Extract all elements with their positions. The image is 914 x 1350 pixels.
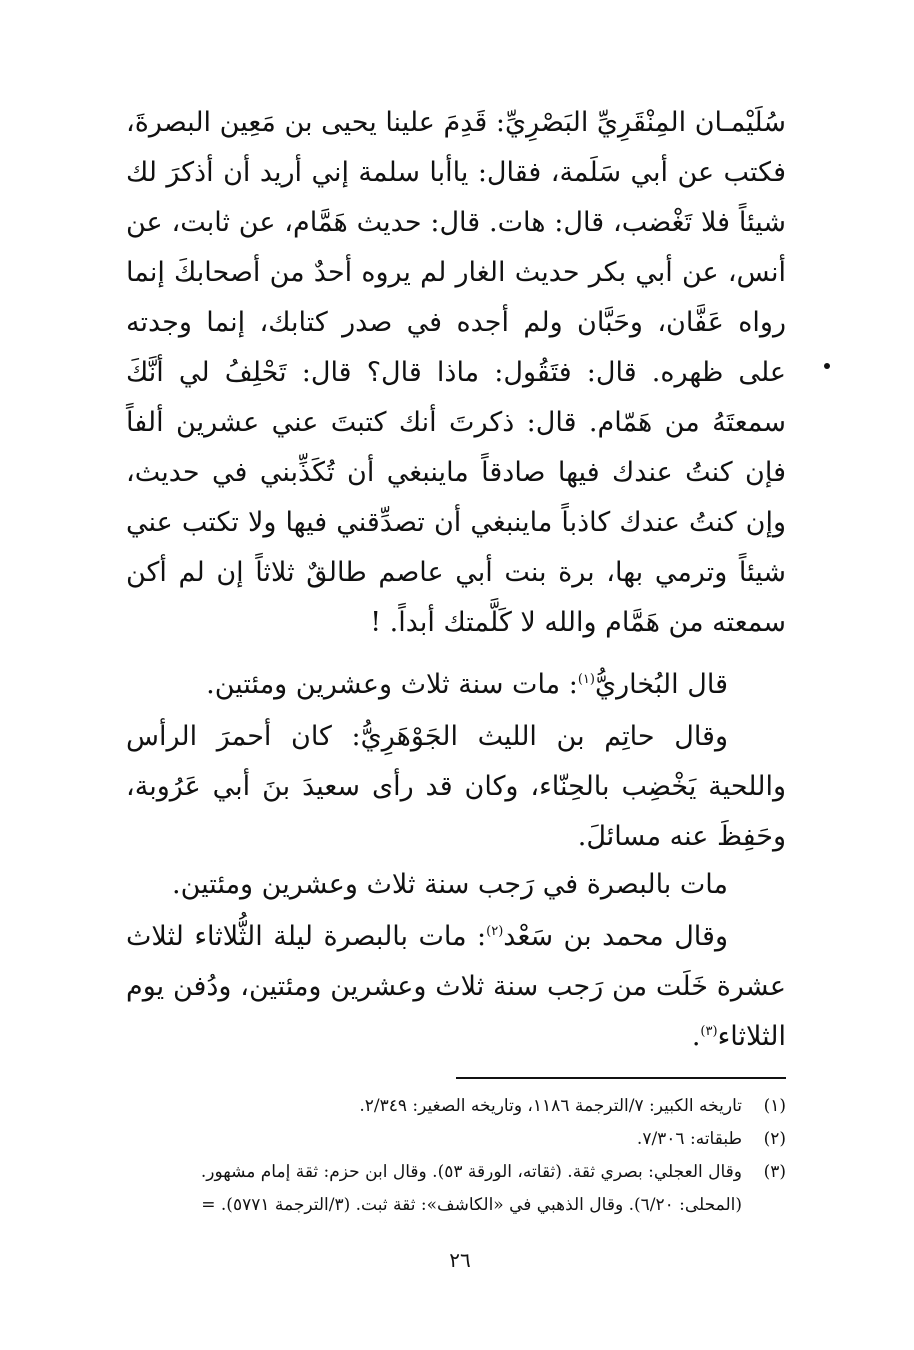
footnote-number: (١) <box>763 1096 786 1116</box>
footnote-1 <box>106 1090 786 1123</box>
footnote-text: تاريخه الكبير: ٧/الترجمة ١١٨٦، وتاريخه الصغير: ٢/٣٤٩. <box>359 1096 742 1116</box>
paragraph-text: سُلَيْمـان المِنْقَرِيِّ البَصْرِيِّ: قَدِمَ علينا يحيى بن مَعِين البصرةَ، فكتب عن أبي سَلَمة، فقال: ياأبا سلمة إني أريد أن أذكرَ لك شيئاً فلا تَغْضب، قال: هات. قال: حديث هَمَّام، عن ثابت، عن أنس، عن أبي بكر حديث الغار لم يروه أحدٌ من أصحابكَ إنما رواه عَفَّان، وحَبَّان ولم أجده في صدر كتابك، إنما وجدته على ظهره. قال: فتَقُول: ماذا قال؟ قال: تَحْلِفُ لي أنَّكَ سمعتَهُ من هَمّام. قال: ذكرتَ أنك كتبتَ عني عشرين ألفاً فإن كنتُ عندك فيها صادقاً ماينبغي أن تُكَذِّبني في حديث، وإن كنتُ عندك كاذباً ماينبغي أن تصدِّقني فيها ولا تكتب عني شيئاً وترمي بها، برة بنت أبي عاصم طالقٌ ثلاثاً إن لم أكن سمعته من هَمَّام والله لا كَلَّمتك أبداً. ! <box>126 107 786 638</box>
paragraph-text: وقال حاتِم بن الليث الجَوْهَرِيُّ: كان أحمرَ الرأس واللحية يَخْضِب بالحِنّاء، وكان قد رأى سعيدَ بنَ أبي عَرُوبة، وحَفِظَ عنه مسائلَ. <box>126 721 786 852</box>
footnote-text: (المحلى: ٦/٢٠). وقال الذهبي في «الكاشف»: ثقة ثبت. (٣/الترجمة ٥٧٧١). = <box>201 1195 742 1215</box>
footnote-number: (٢) <box>763 1129 786 1149</box>
paragraph-text: مات بالبصرة في رَجب سنة ثلاث وعشرين ومئتين. <box>172 869 728 900</box>
footnote-divider <box>456 1077 786 1079</box>
footnote-2 <box>106 1123 786 1156</box>
paragraph-text: : مات سنة ثلاث وعشرين ومئتين. <box>206 669 578 700</box>
footnotes <box>106 1090 786 1222</box>
footnote-ref-3[interactable]: (٣) <box>700 1024 718 1039</box>
hatim-paragraph <box>126 712 786 862</box>
paragraph-text: قال البُخاريُّ <box>594 669 728 700</box>
page-number: ٢٦ <box>449 1248 471 1272</box>
footnote-text: وقال العجلي: بصري ثقة. (ثقاته، الورقة ٥٣). وقال ابن حزم: ثقة إمام مشهور. <box>200 1162 742 1182</box>
main-paragraph <box>126 98 786 648</box>
paragraph-text: : مات بالبصرة ليلة الثُّلاثاء لثلاث عشرة خَلَت من رَجب سنة ثلاث وعشرين ومئتين، ودُفن يوم الثلاثاء <box>126 921 786 1052</box>
footnote-number: (٣) <box>763 1162 786 1182</box>
paragraph-text: وقال محمد بن سَعْد <box>503 921 728 952</box>
bukhari-paragraph <box>126 660 786 710</box>
footnote-ref-1[interactable]: (١) <box>577 672 595 687</box>
paragraph-text: . <box>691 1021 701 1052</box>
footnote-continuation <box>106 1189 786 1222</box>
footnote-ref-2[interactable]: (٢) <box>486 924 504 939</box>
footnote-3 <box>106 1156 786 1189</box>
death-paragraph <box>126 860 786 910</box>
margin-mark <box>824 363 830 369</box>
ibn-saad-paragraph <box>126 912 786 1062</box>
footnote-text: طبقاته: ٧/٣٠٦. <box>636 1129 742 1149</box>
